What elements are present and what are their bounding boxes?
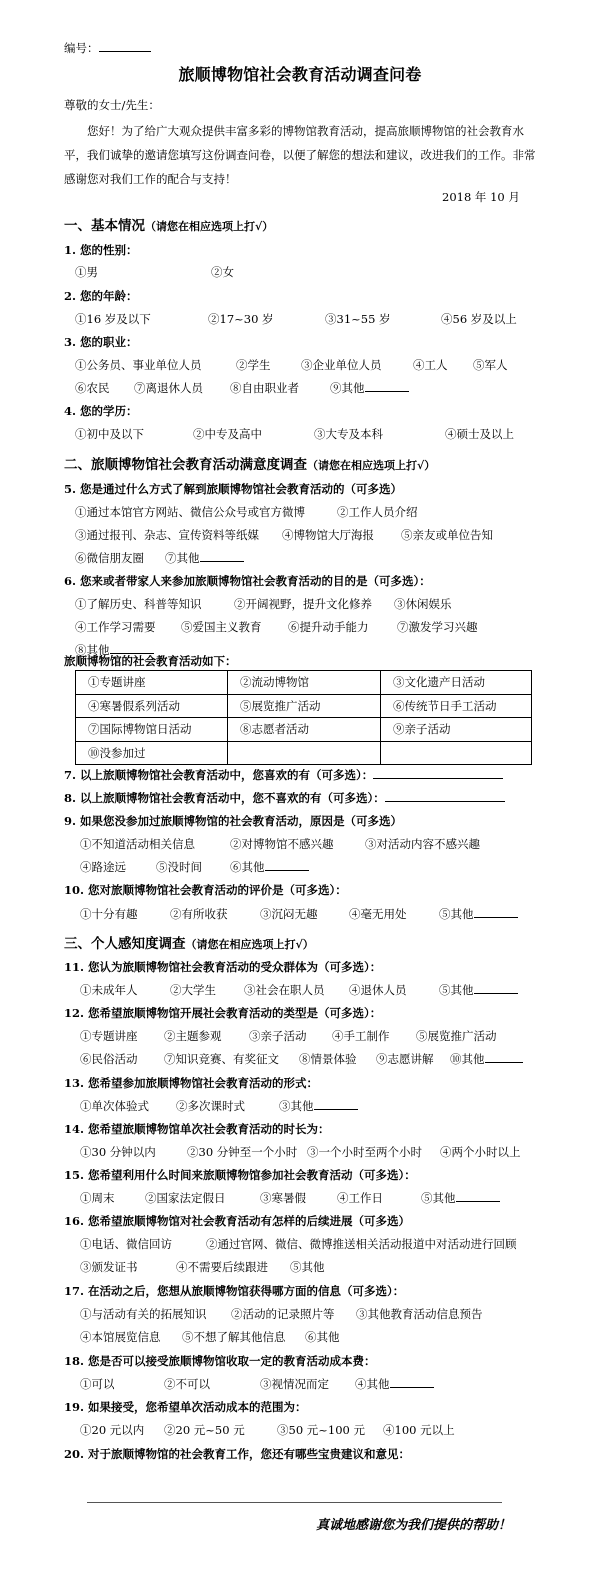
q17-option-6[interactable]: ⑥其他: [305, 1330, 340, 1344]
q19-option-1[interactable]: ①20 元以内: [80, 1423, 145, 1437]
question-12: 12. 您希望旅顺博物馆开展社会教育活动的类型是（可多选）：: [64, 1006, 382, 1020]
q12-option-10[interactable]: ⑩其他: [450, 1051, 523, 1067]
q17-option-1[interactable]: ①与活动有关的拓展知识: [80, 1307, 207, 1321]
q12-option-8[interactable]: ⑧情景体验: [299, 1052, 357, 1066]
question-17: 17. 在活动之后，您想从旅顺博物馆获得哪方面的信息（可多选）：: [64, 1284, 405, 1298]
q18-option-3[interactable]: ③视情况而定: [260, 1377, 329, 1391]
q14-option-4[interactable]: ④两个小时以上: [440, 1145, 521, 1159]
table-row: [76, 741, 532, 765]
question-7: 7. 以上旅顺博物馆社会教育活动中，您喜欢的有（可多选）：: [64, 767, 503, 783]
q12-option-4[interactable]: ④手工制作: [332, 1029, 390, 1043]
q2-option-3[interactable]: ③31~55 岁: [325, 312, 391, 326]
table-cell: ②流动博物馆: [228, 671, 381, 695]
q12-option-1[interactable]: ①专题讲座: [80, 1029, 138, 1043]
q5-option-5[interactable]: ⑤亲友或单位告知: [401, 528, 493, 542]
intro-paragraph: 您好！为了给广大观众提供丰富多彩的博物馆教育活动，提高旅顺博物馆的社会教育水平，我们诚挚的邀请您填写这份调查问卷，以便了解您的想法和建议，改进我们的工作。非常感谢您对我们工作的配合与支持！: [64, 124, 536, 186]
q17-option-3[interactable]: ③其他教育活动信息预告: [356, 1307, 483, 1321]
q9-option-4[interactable]: ④路途远: [80, 860, 126, 874]
question-1: 1. 您的性别：: [64, 243, 138, 257]
q5-option-1[interactable]: ①通过本馆官方网站、微信公众号或官方微博: [75, 505, 305, 519]
table-cell: [228, 741, 381, 765]
question-4: 4. 您的学历：: [64, 404, 138, 418]
q14-option-2[interactable]: ②30 分钟至一个小时: [187, 1145, 298, 1159]
activities-intro: 旅顺博物馆的社会教育活动如下：: [64, 654, 237, 668]
table-row: [76, 671, 532, 695]
q16-option-1[interactable]: ①电话、微信回访: [80, 1237, 172, 1251]
q12-option-9[interactable]: ⑨志愿讲解: [376, 1052, 434, 1066]
q12-option-3[interactable]: ③亲子活动: [249, 1029, 307, 1043]
section-3-title: 三、个人感知度调查（请您在相应选项上打√）: [64, 936, 314, 952]
table-row: [76, 718, 532, 742]
q5-option-3[interactable]: ③通过报刊、杂志、宣传资料等纸媒: [75, 528, 259, 542]
q10-option-5[interactable]: ⑤其他: [439, 906, 518, 922]
q12-option-7[interactable]: ⑦知识竞赛、有奖征文: [164, 1052, 279, 1066]
q10-option-2[interactable]: ②有所收获: [170, 907, 228, 921]
q15-option-4[interactable]: ④工作日: [337, 1191, 383, 1205]
table-cell: ⑦国际博物馆日活动: [76, 718, 228, 742]
q18-option-1[interactable]: ①可以: [80, 1377, 115, 1391]
page-title: 旅顺博物馆社会教育活动调查问卷: [178, 65, 422, 84]
q11-option-5[interactable]: ⑤其他: [439, 982, 518, 998]
q14-option-3[interactable]: ③一个小时至两个小时: [307, 1145, 422, 1159]
table-cell: ⑩没参加过: [76, 741, 228, 765]
q5-option-7[interactable]: ⑦其他: [165, 550, 244, 566]
q19-option-2[interactable]: ②20 元~50 元: [164, 1423, 245, 1437]
q14-option-1[interactable]: ①30 分钟以内: [80, 1145, 156, 1159]
q1-option-1[interactable]: ①男: [75, 265, 98, 279]
q4-option-3[interactable]: ③大专及本科: [314, 427, 383, 441]
q16-option-5[interactable]: ⑤其他: [290, 1260, 325, 1274]
q16-option-2[interactable]: ②通过官网、微信、微博推送相关活动报道中对活动进行回顾: [206, 1237, 517, 1251]
q9-option-6[interactable]: ⑥其他: [230, 859, 309, 875]
q5-option-4[interactable]: ④博物馆大厅海报: [282, 528, 374, 542]
question-9: 9. 如果您没参加过旅顺博物馆的社会教育活动，原因是（可多选）: [64, 814, 403, 828]
q8-answer-blank[interactable]: [385, 791, 505, 802]
greeting: 尊敬的女士/先生：: [64, 98, 160, 112]
question-6: 6. 您来或者带家人来参加旅顺博物馆社会教育活动的目的是（可多选）：: [64, 574, 431, 588]
q12-option-2[interactable]: ②主题参观: [164, 1029, 222, 1043]
question-5: 5. 您是通过什么方式了解到旅顺博物馆社会教育活动的（可多选）: [64, 482, 403, 496]
q1-option-2[interactable]: ②女: [211, 265, 234, 279]
q2-option-1[interactable]: ①16 岁及以下: [75, 312, 151, 326]
q3-option-5[interactable]: ⑤军人: [473, 358, 508, 372]
question-8: 8. 以上旅顺博物馆社会教育活动中，您不喜欢的有（可多选）：: [64, 790, 505, 806]
q13-option-1[interactable]: ①单次体验式: [80, 1099, 149, 1113]
q3-option-2[interactable]: ②学生: [236, 358, 271, 372]
q9-option-3[interactable]: ③对活动内容不感兴趣: [365, 837, 480, 851]
q15-option-3[interactable]: ③寒暑假: [260, 1191, 306, 1205]
q10-option-4[interactable]: ④毫无用处: [349, 907, 407, 921]
section-2-title: 二、旅顺博物馆社会教育活动满意度调查（请您在相应选项上打√）: [64, 457, 436, 473]
q3-option-9[interactable]: ⑨其他: [330, 380, 409, 396]
q11-option-2[interactable]: ②大学生: [170, 983, 216, 997]
question-10: 10. 您对旅顺博物馆社会教育活动的评价是（可多选）：: [64, 883, 347, 897]
q10-option-1[interactable]: ①十分有趣: [80, 907, 138, 921]
table-cell: ③文化遗产日活动: [381, 671, 532, 695]
question-11: 11. 您认为旅顺博物馆社会教育活动的受众群体为（可多选）：: [64, 960, 382, 974]
q3-option-1[interactable]: ①公务员、事业单位人员: [75, 358, 202, 372]
q15-option-2[interactable]: ②国家法定假日: [145, 1191, 226, 1205]
q6-option-8[interactable]: ⑧其他: [75, 642, 154, 658]
table-cell: [381, 741, 532, 765]
question-16: 16. 您希望旅顺博物馆对社会教育活动有怎样的后续进展（可多选）: [64, 1214, 411, 1228]
q7-answer-blank[interactable]: [373, 768, 503, 779]
form-number: [64, 40, 151, 56]
q4-option-2[interactable]: ②中专及高中: [193, 427, 262, 441]
question-19: 19. 如果接受，您希望单次活动成本的范围为：: [64, 1400, 307, 1414]
closing-thanks: 真诚地感谢您为我们提供的帮助！: [316, 1518, 512, 1533]
q6-option-5[interactable]: ⑤爱国主义教育: [181, 620, 262, 634]
table-row: [76, 694, 532, 718]
q3-option-7[interactable]: ⑦离退休人员: [134, 381, 203, 395]
q6-option-1[interactable]: ①了解历史、科普等知识: [75, 597, 202, 611]
table-cell: ④寒暑假系列活动: [76, 694, 228, 718]
q3-option-6[interactable]: ⑥农民: [75, 381, 110, 395]
survey-date: 2018 年 10 月: [442, 190, 520, 204]
q4-option-4[interactable]: ④硕士及以上: [445, 427, 514, 441]
q13-option-3[interactable]: ③其他: [279, 1098, 358, 1114]
form-number-blank[interactable]: [99, 41, 151, 52]
q5-option-6[interactable]: ⑥微信朋友圈: [75, 551, 144, 565]
q9-option-2[interactable]: ②对博物馆不感兴趣: [230, 837, 334, 851]
question-20: 20. 对于旅顺博物馆的社会教育工作，您还有哪些宝贵建议和意见：: [64, 1447, 411, 1461]
q19-option-3[interactable]: ③50 元~100 元: [277, 1423, 366, 1437]
q11-option-1[interactable]: ①未成年人: [80, 983, 138, 997]
q16-option-3[interactable]: ③颁发证书: [80, 1260, 138, 1274]
q3-option-4[interactable]: ④工人: [413, 358, 448, 372]
q6-option-6[interactable]: ⑥提升动手能力: [288, 620, 369, 634]
q11-option-3[interactable]: ③社会在职人员: [244, 983, 325, 997]
q6-option-4[interactable]: ④工作学习需要: [75, 620, 156, 634]
q17-option-5[interactable]: ⑤不想了解其他信息: [182, 1330, 286, 1344]
q5-option-2[interactable]: ②工作人员介绍: [337, 505, 418, 519]
q11-option-4[interactable]: ④退休人员: [349, 983, 407, 997]
question-13: 13. 您希望参加旅顺博物馆社会教育活动的形式：: [64, 1076, 319, 1090]
q19-option-4[interactable]: ④100 元以上: [383, 1423, 455, 1437]
table-cell: ①专题讲座: [76, 671, 228, 695]
q3-option-3[interactable]: ③企业单位人员: [301, 358, 382, 372]
table-cell: ⑤展览推广活动: [228, 694, 381, 718]
table-cell: ⑧志愿者活动: [228, 718, 381, 742]
question-15: 15. 您希望利用什么时间来旅顺博物馆参加社会教育活动（可多选）：: [64, 1168, 416, 1182]
form-number-label: 编号：: [64, 41, 99, 55]
activities-table: [75, 670, 532, 765]
q9-option-1[interactable]: ①不知道活动相关信息: [80, 837, 195, 851]
section-1-title: 一、基本情况（请您在相应选项上打√）: [64, 218, 274, 234]
q12-option-5[interactable]: ⑤展览推广活动: [416, 1029, 497, 1043]
q15-option-1[interactable]: ①周末: [80, 1191, 115, 1205]
q2-option-2[interactable]: ②17~30 岁: [208, 312, 274, 326]
question-18: 18. 您是否可以接受旅顺博物馆收取一定的教育活动成本费：: [64, 1354, 376, 1368]
question-2: 2. 您的年龄：: [64, 289, 138, 303]
q6-option-3[interactable]: ③休闲娱乐: [394, 597, 452, 611]
q4-option-1[interactable]: ①初中及以下: [75, 427, 144, 441]
q10-option-3[interactable]: ③沉闷无趣: [260, 907, 318, 921]
q15-option-5[interactable]: ⑤其他: [421, 1190, 500, 1206]
q17-option-4[interactable]: ④本馆展览信息: [80, 1330, 161, 1344]
table-cell: ⑥传统节日手工活动: [381, 694, 532, 718]
q18-option-2[interactable]: ②不可以: [164, 1377, 210, 1391]
q6-option-7[interactable]: ⑦激发学习兴趣: [397, 620, 478, 634]
q12-option-6[interactable]: ⑥民俗活动: [80, 1052, 138, 1066]
question-14: 14. 您希望旅顺博物馆单次社会教育活动的时长为：: [64, 1122, 330, 1136]
table-cell: ⑨亲子活动: [381, 718, 532, 742]
question-3: 3. 您的职业：: [64, 335, 138, 349]
q9-option-5[interactable]: ⑤没时间: [156, 860, 202, 874]
q3-option-8[interactable]: ⑧自由职业者: [230, 381, 299, 395]
q16-option-4[interactable]: ④不需要后续跟进: [176, 1260, 268, 1274]
q18-option-4[interactable]: ④其他: [355, 1376, 434, 1392]
q13-option-2[interactable]: ②多次课时式: [176, 1099, 245, 1113]
q17-option-2[interactable]: ②活动的记录照片等: [231, 1307, 335, 1321]
answer-divider-line: [87, 1502, 502, 1503]
q2-option-4[interactable]: ④56 岁及以上: [441, 312, 517, 326]
q6-option-2[interactable]: ②开阔视野，提升文化修养: [234, 597, 372, 611]
